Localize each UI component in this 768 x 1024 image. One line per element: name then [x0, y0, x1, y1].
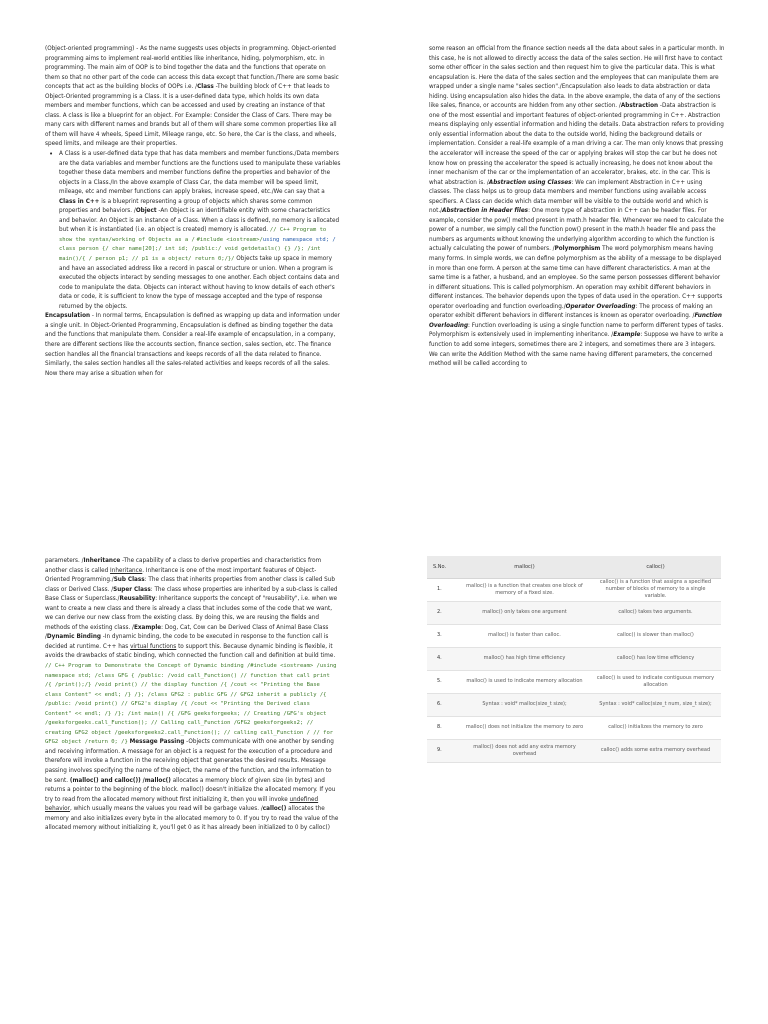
table-cell: 8. [427, 716, 459, 739]
page-1-right-column [429, 45, 725, 465]
table-row [427, 716, 721, 739]
table-cell: calloc() is slower than malloc() [590, 624, 721, 647]
table-cell: calloc() is used to indicate contiguous memory allocation [590, 670, 721, 693]
table-cell: malloc() is used to indicate memory allocation [459, 670, 590, 693]
inheritance-link[interactable]: Inheritance [110, 567, 143, 574]
inheritance-binding-memory-paragraph: parameters. /Inheritance -The capability of a class to derive properties and characteristics from another class is called Inheritance. Inheritance is one of the most important features of Object-Oriented Programming./Sub Class: The class that inherits properties from another class is called Sub class or Derived Class. /Super Class: The class whose properties are inherited by a sub-class is called Base Class or Superclass./Reusability: Inheritance supports the concept of "reusability", i.e. when we want to create a new class and there is already a class that includes some of the code that we want, we can derive our new class from the existing class. By doing this, we are reusing the fields and methods of the existing class. /Example: Dog, Cat, Cow can be Derived Class of Animal Base Class /Dynamic Binding -In dynamic binding, the code to be executed in response to the function call is decided at runtime. C++ has virtual functions to support this. Because dynamic binding is flexible, it avoids the drawbacks of static binding, which connected the function call and definition at build time. // C++ Program to Demonstrate the Concept of Dynamic binding /#include <iostream> /using namespace std; /class GFG { /public: /void call_Function() // function that call print /{ /print();/} /void print() // the display function /{ /cout << "Printing the Base class Content" << endl; /} /}; /class GFG2 : public GFG // GFG2 inherit a publicly /{ /public: /void print() // GFG2's display /{ /cout << "Printing the Derived class Content" << endl; /} /}; /int main() /{ /GFG geeksforgeeks; // Creating /GFG's object /geeksforgeeks.call_Function(); // Calling call_Function /GFG2 geeksforgeeks2; // creating GFG2 object /geeksforgeeks2.call_Function(); // calling call_Function / // for GFG2 object /return 0; /} Message Passing -Objects communicate with one another by sending and receiving information. A message for an object is a request for the execution of a procedure and therefore will invoke a function in the receiving object that generates the desired results. Message passing involves specifying the name of the object, the name of the function, and the information to be sent. (malloc() and calloc()) /malloc() allocates a memory block of given size (in bytes) and returns a pointer to the beginning of the block. malloc() doesn't initialize the allocated memory. If you try to read from the allocated memory without first initializing it, then you will invoke undefined behavior, which usually means the values you read will be garbage values. /calloc() allocates the memory and also initializes every byte in the allocated memory to 0. If you try to read the value of the allocated memory without initializing it, you'll get 0 as it has already been initialized to 0 by calloc() [45, 558, 339, 832]
object-code-snippet: // C++ Program to show the syntax/working of Objects as a / [59, 227, 327, 243]
table-cell: 2. [427, 601, 459, 624]
table-row [427, 601, 721, 624]
table-cell: calloc() takes two arguments. [590, 601, 721, 624]
table-cell: malloc() is faster than calloc. [459, 624, 590, 647]
table-cell: malloc() only takes one argument [459, 601, 590, 624]
page-2 [0, 512, 768, 1024]
oop-intro-paragraph: (Object-oriented programming) - As the name suggests uses objects in programming. Object-oriented programming aims to implement real-world entities like inheritance, hiding, polymorphism, etc. in programming. The main aim of OOP is to bind together the data and the functions that operate on them so that no other part of the code can access this data except that function./There are some basic concepts that act as the building blocks of OOPs i.e. /Class -The building block of C++ that leads to Object-Oriented programming is a Class. It is a user-defined data type, which holds its own data members and member functions, which can be accessed and used by creating an instance of that class. A class is like a blueprint for an object. For Example: Consider the Class of Cars. There may be many cars with different names and brands but all of them will share some common properties like all of them will have 4 wheels, Speed Limit, Mileage range, etc. So here, the Car is the class, and wheels, speed limits, and mileage are their properties. [45, 46, 339, 148]
table-row [427, 693, 721, 716]
table-row [427, 624, 721, 647]
table-header-row [427, 556, 721, 578]
table-cell: 1. [427, 578, 459, 601]
table-cell: calloc() is a function that assigns a specified number of blocks of memory to a single variable. [590, 578, 721, 601]
dynamic-binding-code-snippet: // C++ Program to Demonstrate the Concept of Dynamic binding /#include <iostream> /using namespace std; /class GFG { /public: /void call_Function() // function that call print /{ /print();/} /void print() // the display function /{ /cout << "Printing the Base class Content" << endl; /} /}; /class GFG2 : public GFG // GFG2 inherit a publicly /{ /public: /void print() // GFG2's display /{ /cout << "Printing the Derived class Content" << endl; /} /}; /int main() /{ /GFG geeksforgeeks; // Creating /GFG's object /geeksforgeeks.call_Function(); // Calling call_Function /GFG2 geeksforgeeks2; // creating GFG2 object /geeksforgeeks2.call_Function(); // calling call_Function / // for GFG2 object /return 0; /} [45, 663, 337, 746]
table-cell: 6. [427, 693, 459, 716]
abstraction-polymorphism-paragraph: some reason an official from the finance section needs all the data about sales in a particular month. In this case, he is not allowed to directly access the data of the sales section. He will first have to contact some other officer in the sales section and then request him to give the particular data. This is what encapsulation is. Here the data of the sales section and the employees that can manipulate them are wrapped under a single name "sales section"./Encapsulation also leads to data abstraction or data hiding. Using encapsulation also hides the data. In the above example, the data of any of the sections like sales, finance, or accounts are hidden from any other section. /Abstraction -Data abstraction is one of the most essential and important features of object-oriented programming in C++. Abstraction means displaying only essential information and hiding the details. Data abstraction refers to providing only essential information about the data to the outside world, hiding the background details or implementation. Consider a real-life example of a man driving a car. The man only knows that pressing the accelerator will increase the speed of the car or applying brakes will stop the car but he does not know how on pressing the accelerator the speed is actually increasing, he does not know about the inner mechanism of the car or the implementation of an accelerator, brakes, etc. in the car. This is what abstraction is. /Abstraction using Classes: We can implement Abstraction in C++ using classes. The class helps us to group data members and member functions using available access specifiers. A Class can decide which data member will be visible to the outside world and which is not./Abstraction in Header files: One more type of abstraction in C++ can be header files. For example, consider the pow() method present in math.h header file. Whenever we need to calculate the power of a number, we simply call the function pow() present in the math.h header file and pass the numbers as arguments without knowing the underlying algorithm according to which the function is actually calculating the power of numbers. /Polymorphism The word polymorphism means having many forms. In simple words, we can define polymorphism as the ability of a message to be displayed in more than one form. A person at the same time can have different characteristics. A man at the same time is a father, a husband, and an employee. So the same person possesses different behavior in different situations. This is called polymorphism. An operation may exhibit different behaviors in different instances. The behavior depends upon the types of data used in the operation. C++ supports operator overloading and function overloading./Operator Overloading: The process of making an operator exhibit different behaviors in different instances is known as operator overloading. /Function Overloading: Function overloading is using a single function name to perform different types of tasks. Polymorphism is extensively used in implementing inheritance. /Example: Suppose we have to write a function to add some integers, sometimes there are 2 integers, and sometimes there are 3 integers. We can write the Addition Method with the same name having different parameters, the concerned method will be called according to [429, 46, 725, 368]
header-malloc: malloc() [459, 556, 590, 578]
header-sno: S.No. [427, 556, 459, 578]
page-1-left-column [45, 45, 341, 465]
table-row [427, 670, 721, 693]
table-cell: calloc() initializes the memory to zero [590, 716, 721, 739]
table-cell: 9. [427, 739, 459, 762]
page-2-left-column [45, 557, 339, 1002]
table-cell: malloc() has high time efficiency [459, 647, 590, 670]
virtual-functions-link[interactable]: virtual functions [130, 643, 177, 650]
header-calloc: calloc() [590, 556, 721, 578]
table-cell: Syntax : void* calloc(size_t num, size_t size); [590, 693, 721, 716]
table-cell: malloc() does not initialize the memory to zero [459, 716, 590, 739]
table-row [427, 739, 721, 762]
list-item: • A Class is a user-defined data type that has data members and member functions./Data members are the data variables and member functions are the functions used to manipulate these variables together these data members and member functions define the properties and behavior of the objects in a Class./In the above example of Class Car, the data member will be speed limit, mileage, etc and member functions can apply brakes, increase speed, etc./We can say that a Class in C++ is a blueprint representing a group of objects which shares some common properties and behaviors. /Object -An Object is an identifiable entity with some characteristics and behavior. An Object is an instance of a Class. When a class is defined, no memory is allocated but when it is instantiated (i.e. an object is created) memory is allocated. // C++ Program to show the syntax/working of Objects as a / #include <iostream>/using namespace std; / class person {/ char name[20];/ int id; /public:/ void getdetails() {} /}; /int main()/{ / person p1; // p1 is a object/ return 0;/}/ Objects take up space in memory and have an associated address like a record in pascal or structure or union. When a program is executed the objects interact by sending messages to one another. Each object contains data and code to manipulate the data. Objects can interact without having to know details of each other's data or code, it is sufficient to know the type of message accepted and the type of response returned by the objects. [59, 150, 341, 312]
table-cell: calloc() adds some extra memory overhead [590, 739, 721, 762]
table-cell: Syntax : void* malloc(size_t size); [459, 693, 590, 716]
encapsulation-paragraph: Encapsulation - In normal terms, Encapsulation is defined as wrapping up data and information under a single unit. In Object-Oriented Programming, Encapsulation is defined as binding together the data and the functions that manipulate them. Consider a real-life example of encapsulation, in a company, there are different sections like the accounts section, finance section, sales section, etc. The finance section handles all the financial transactions and keeps records of all the data related to finance. Similarly, the sales section handles all the sales-related activities and keeps records of all the sales. Now there may arise a situation when for [45, 313, 340, 377]
class-bullet-list [59, 150, 341, 312]
table-cell: 4. [427, 647, 459, 670]
table-cell: calloc() has low time efficiency [590, 647, 721, 670]
table-cell: malloc() does not add any extra memory overhead [459, 739, 590, 762]
table-cell: 5. [427, 670, 459, 693]
table-row [427, 647, 721, 670]
table-row [427, 578, 721, 601]
table-cell: malloc() is a function that creates one block of memory of a fixed size. [459, 578, 590, 601]
table-cell: 3. [427, 624, 459, 647]
undefined-behavior-link[interactable]: undefined behavior [45, 796, 319, 813]
malloc-calloc-comparison-table [427, 556, 721, 763]
